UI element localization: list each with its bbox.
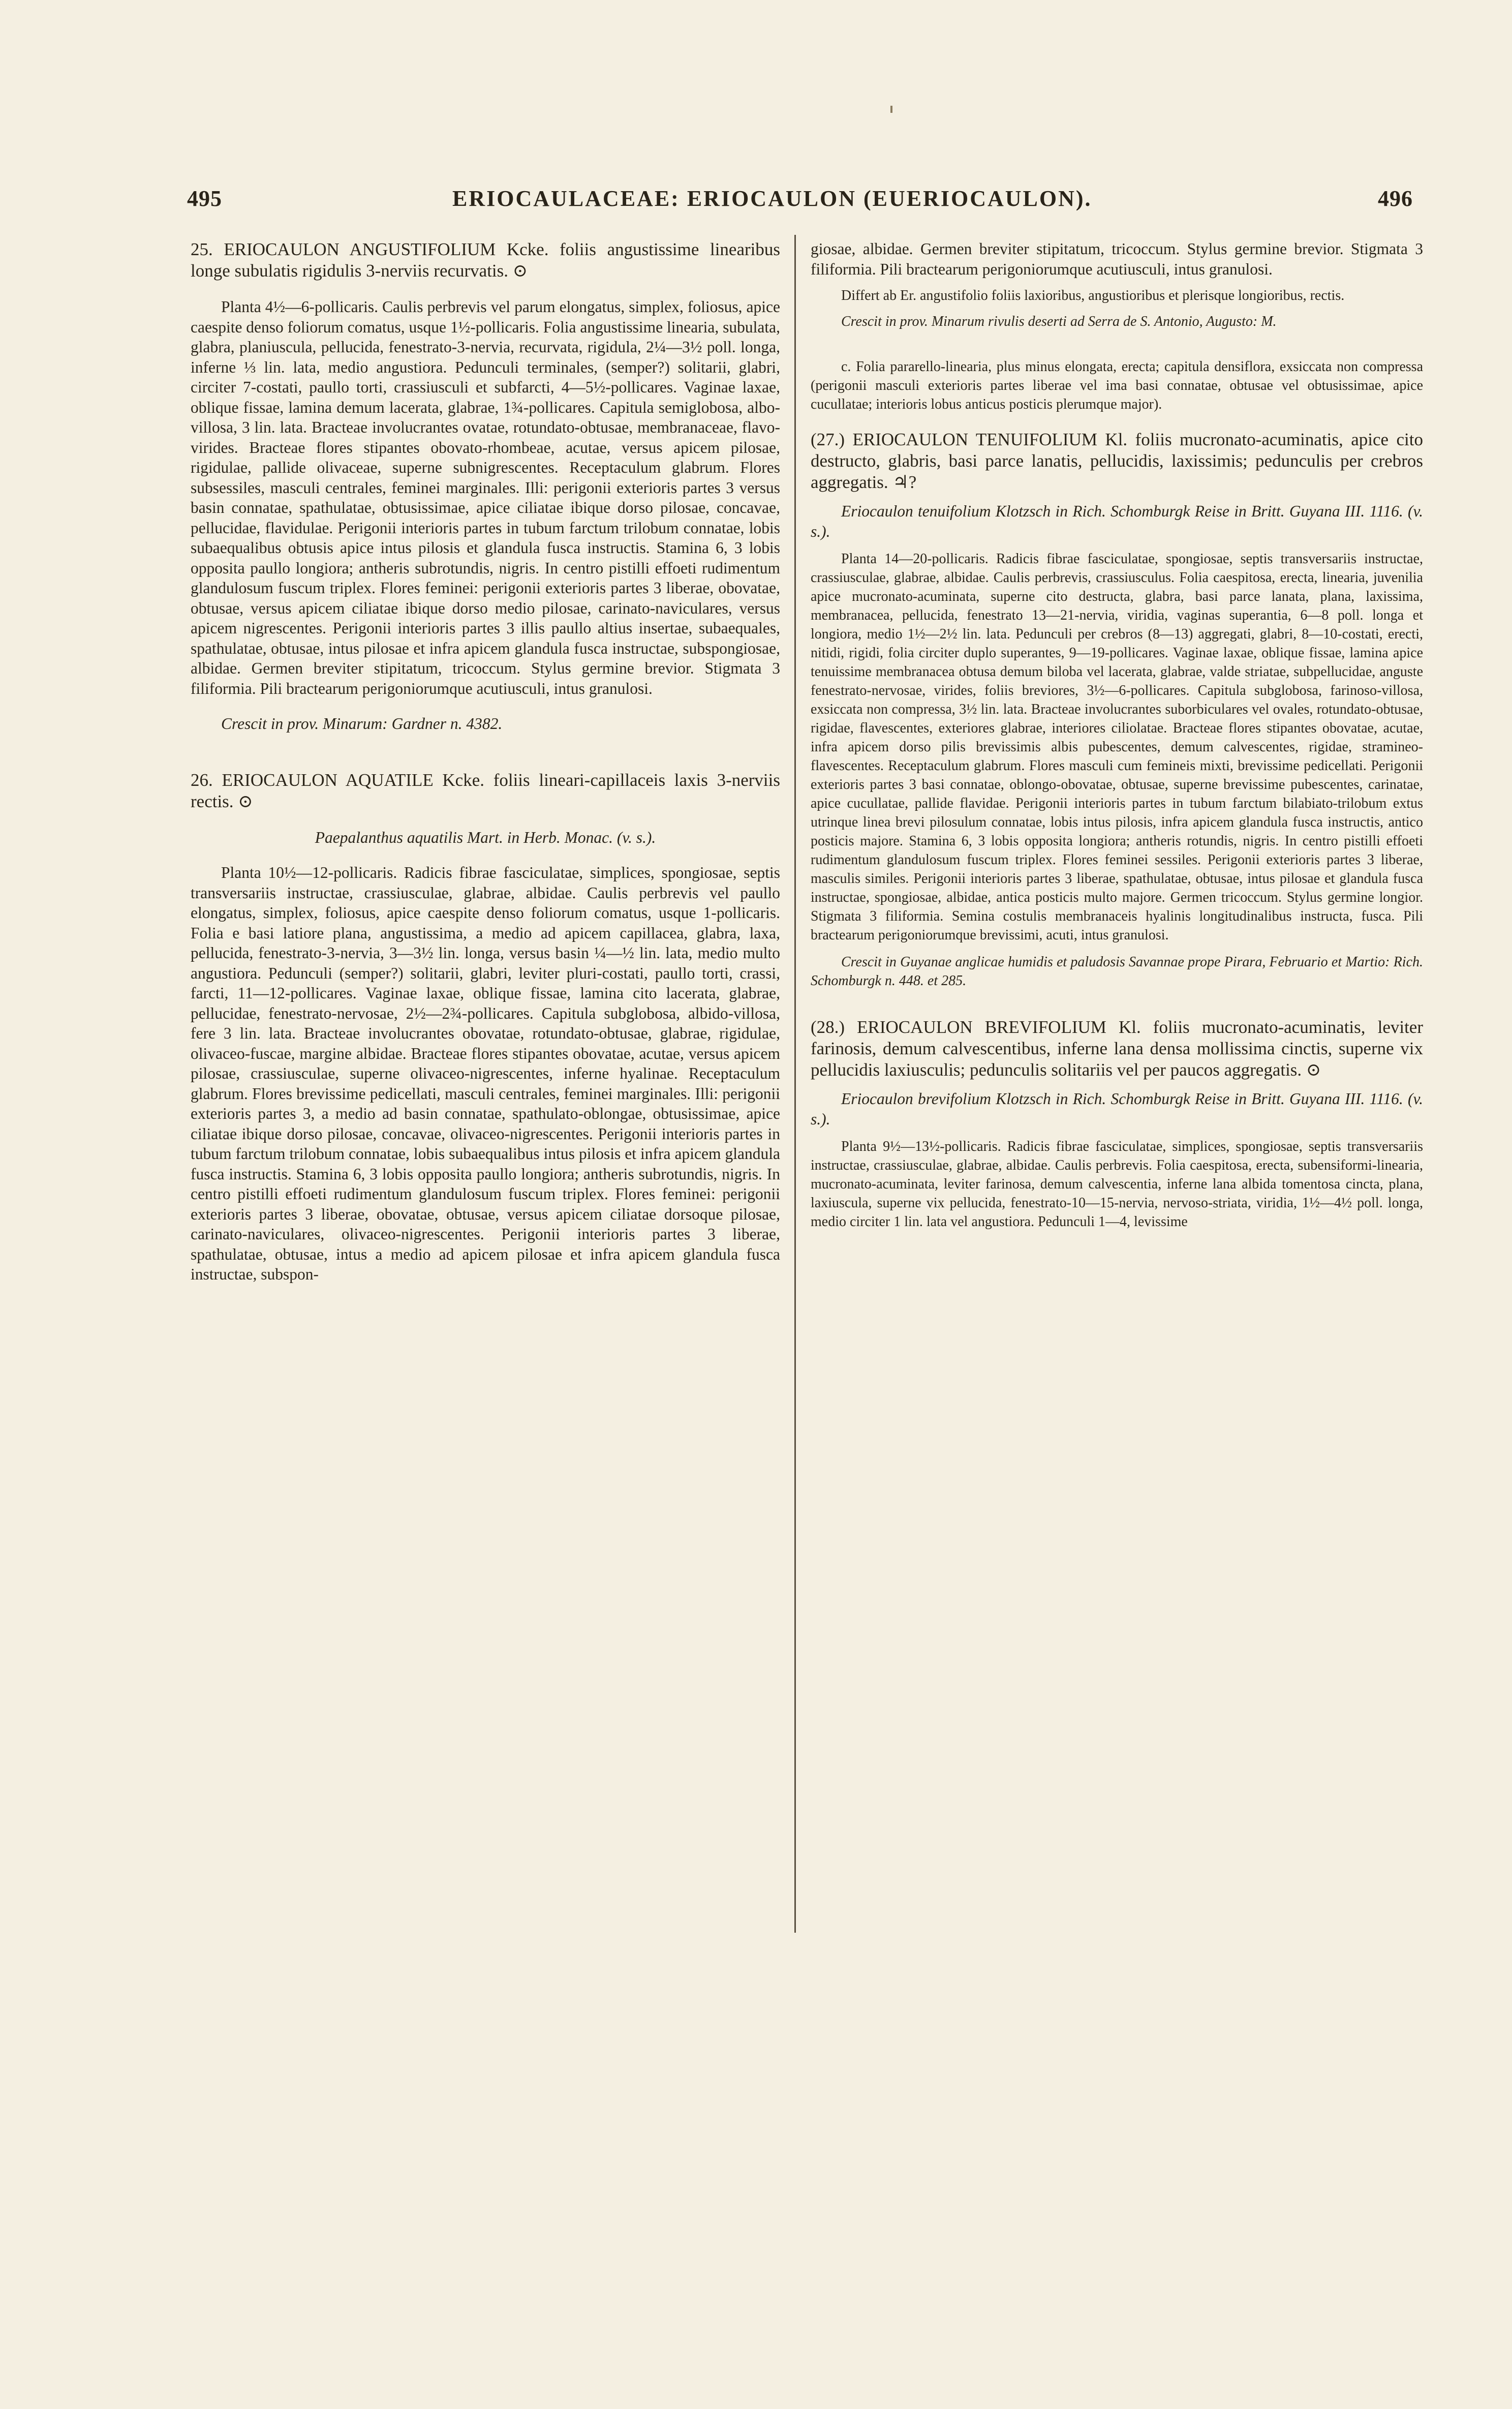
species-26-synonym: Paepalanthus aquatilis Mart. in Herb. Monac. (v. s.). — [315, 828, 656, 846]
species-26-heading: 26. ERIOCAULON AQUATILE Kcke. foliis lineari-capillaceis laxis 3-nerviis rectis. ⊙ — [191, 770, 780, 811]
species-28-heading: (28.) ERIOCAULON BREVIFOLIUM Kl. foliis mucronato-acuminatis, leviter farinosis, demum calvescentibus, inferne lana densa mollissima cinctis, superne vix pellucidis laxiusculis; pedunculis solitariis vel per paucos aggregatis. ⊙ — [811, 1017, 1423, 1080]
page-number-right: 496 — [1378, 186, 1413, 211]
species-26-variety-note: c. Folia pararello-linearia, plus minus elongata, erecta; capitula densiflora, exsiccata non compressa (perigonii masculi exterioris partes liberae vel ima basi connatae, obtusae vel obtusissimae, apice cucullatae; interioris lobus anticus posticis plerumque major). — [811, 359, 1423, 412]
running-title: ERIOCAULACEAE: ERIOCAULON (EUERIOCAULON). — [452, 186, 1092, 211]
species-26-differentia: Differt ab Er. angustifolio foliis laxioribus, angustioribus et plerisque longioribus, rectis. — [841, 288, 1345, 303]
right-column — [811, 239, 1423, 1231]
species-25-locality: Crescit in prov. Minarum: Gardner n. 4382. — [221, 715, 503, 733]
species-26-description: Planta 10½—12-pollicaris. Radicis fibrae fasciculatae, simplices, spongiosae, septis transversariis instructae, crassiusculae, glabrae, albidae. Caulis perbrevis vel paullo elongatus, simplex, foliosus, apice caespite denso foliorum comatus, usque 1-pollicaris. Folia e basi latiore plana, angustissima, a medio ad apicem capillacea, glabra, laxa, pellucida, fenestrato-3-nervia, 3—3½ lin. longa, versus basin ¼—½ lin. lata, medio multo angustiora. Pedunculi (semper?) solitarii, glabri, leviter pluri-costati, paullo torti, crassi, farcti, 11—12-pollicares. Vaginae laxae, oblique fissae, lamina cito lacerata, glabrae, pellucidae, fenestrato-nervosae, 2½—2¾-pollicares. Capitula subglobosa, albido-villosa, fere 3 lin. lata. Bracteae involucrantes obovatae, rotundato-obtusae, glabrae, rigidulae, olivaceo-fuscae, margine albidae. Bracteae flores stipantes obovatae, acutae, versus apicem pilosae, crassiusculae, superne olivaceo-nigrescentes, inferne hyalinae. Receptaculum glabrum. Flores brevissime pedicellati, masculi centrales, feminei marginales. Illi: perigonii exterioris partes 3, a medio ad basin connatae, spathulato-oblongae, obtusissimae, apice ciliatae ibique dorso pilosae, concavae, olivaceo-nigrescentes. Perigonii interioris partes in tubum farctum trilobum connatae, lobis subaequalibus intus pilosis et infra apicem glandula fusca instructis. Stamina 6, 3 lobis opposita paullo longiora; antheris subrotundis, nigris. In centro pistilli effoeti rudimentum glandulosum fuscum triplex. Flores feminei: perigonii exterioris partes 3 liberae, obovatae, obtusae, versus apicem ciliatae dorsoque pilosae, carinato-naviculares, olivaceo-nigrescentes. Perigonii interioris partes 3 liberae, spathulatae, obtusae, intus a medio ad apicem pilosae et infra apicem glandula fusca instructae, subspon- — [191, 864, 780, 1283]
species-26-locality: Crescit in prov. Minarum rivulis deserti ad Serra de S. Antonio, Augusto: M. — [841, 314, 1277, 329]
column-divider — [794, 235, 796, 1933]
left-column — [191, 239, 780, 1285]
species-25-description: Planta 4½—6-pollicaris. Caulis perbrevis vel parum elongatus, simplex, foliosus, apice caespite denso foliorum comatus, usque 1½-pollicaris. Folia angustissime linearia, subulata, glabra, planiuscula, pellucida, fenestrato-3-nervia, recurvata, rigidula, 2¼—3½ poll. longa, inferne ⅓ lin. lata, medio angustiora. Pedunculi terminales, (semper?) solitarii, glabri, circiter 7-costati, paullo torti, crassiusculi et subfarcti, 4—5½-pollicares. Vaginae laxae, oblique fissae, lamina demum lacerata, glabrae, 1¾-pollicares. Capitula semiglobosa, albo-villosa, 3 lin. lata. Bracteae involucrantes ovatae, rotundato-obtusae, membranaceae, flavo-virides. Bracteae flores stipantes obovato-rhombeae, acutae, versus apicem pilosae, rigidulae, pallide olivaceae, superne subnigrescentes. Receptaculum glabrum. Flores subsessiles, masculi centrales, feminei marginales. Illi: perigonii exterioris partes 3 versus basin connatae, spathulatae, obtusissimae, apice ciliatae ibique dorso pilosae, concavae, pellucidae, flavidulae. Perigonii interioris partes in tubum farctum trilobum connatae, lobis subaequalibus obtusis apice intus pilosis et glandula fusca instructis. Stamina 6, 3 lobis opposita paullo longiora; antheris subrotundis, nigris. In centro pistilli effoeti rudimentum glandulosum fuscum triplex. Flores feminei: perigonii exterioris partes 3 liberae, obovatae, obtusae, versus apicem ciliatae ibique dorso medio pilosae, carinato-naviculares, versus apicem nigrescentes. Perigonii interioris partes 3 illis paullo altius insertae, subaequales, spathulatae, obtusae, intus pilosae et infra apicem glandula fusca instructae, subspongiosae, albidae. Germen breviter stipitatum, tricoccum. Stylus germine brevior. Stigmata 3 filiformia. Pili bractearum perigoniorumque acutiusculi, intus granulosi. — [191, 298, 780, 697]
page-number-left: 495 — [187, 186, 222, 211]
species-27-heading: (27.) ERIOCAULON TENUIFOLIUM Kl. foliis mucronato-acuminatis, apice cito destructo, glabris, basi parce lanatis, pellucidis, laxissimis; pedunculis per crebros aggregatis. ♃? — [811, 430, 1423, 492]
running-head — [183, 186, 1418, 216]
species-25-heading: 25. ERIOCAULON ANGUSTIFOLIUM Kcke. foliis angustissime linearibus longe subulatis rigidulis 3-nerviis recurvatis. ⊙ — [191, 239, 780, 281]
species-27-description: Planta 14—20-pollicaris. Radicis fibrae fasciculatae, spongiosae, septis transversariis instructae, crassiusculae, glabrae, albidae. Caulis perbrevis, crassiusculus. Folia caespitosa, erecta, linearia, juvenilia apice mucronato-acuminata, superne cito destructa, glabra, basi parce lanata, plana, laxissima, membranacea, pellucida, fenestrato 13—21-nervia, viridia, vaginas superantia, 6—8 poll. longa et longiora, medio 1½—2½ lin. lata. Pedunculi per crebros (8—13) aggregati, glabri, 8—10-costati, erecti, nitidi, rigidi, folia circiter duplo superantes, 9—19-pollicares. Vaginae laxae, oblique fissae, lamina apice tenuissime membranacea obtusa demum biloba vel lacerata, glabrae, valde striatae, subpellucidae, anguste fenestrato-nervosae, virides, foliis breviores, 3½—6-pollicares. Capitula subglobosa, farinoso-villosa, exsiccata non compressa, 3½ lin. lata. Bracteae involucrantes suborbiculares vel ovales, rotundato-obtusae, rigidae, flavescentes, exteriores glabrae, interiores ciliolatae. Bracteae flores stipantes obovatae, acutae, infra apicem dorso pilis brevissimis albis pubescentes, demum calvescentes, rigidae, stramineo-flavescentes. Receptaculum glabrum. Flores masculi cum femineis mixti, brevissime pedicellati. Perigonii exterioris partes 3 basi connatae, oblongo-obovatae, obtusae, superne brevissime pubescentes, carinatae, apice cucullatae, pallide flavidae. Perigonii interioris partes in tubum farctum bilabiato-trilobum extus utrinque linea brevi pilosulum connatae, lobis intus pilosis, infra apicem glandula fusca instructis, antico posticis majore. Stamina 6, 3 lobis opposita longiora; antheris rotundis, nigris. In centro pistilli effoeti rudimentum glandulosum fuscum triplex. Flores feminei sessiles. Perigonii exterioris partes 3 liberae, masculis similes. Perigonii interioris partes 3 liberae, spathulatae, obtusae, intus pilosae et glandula fusca instructae, spongiosae, albidae, antica posticis multo majore. Germen tricoccum. Stylus germine longior. Stigmata 3 filiformia. Semina costulis membranaceis hyalinis longitudinalibus instructa, fusca. Pili bractearum perigoniorumque brevissimi, acuti, intus granulosi. — [811, 551, 1423, 943]
species-28-synonym: Eriocaulon brevifolium Klotzsch in Rich. Schomburgk Reise in Britt. Guyana III. 1116. (v. s.). — [811, 1090, 1423, 1128]
species-26-description-continued: giosae, albidae. Germen breviter stipitatum, tricoccum. Stylus germine brevior. Stigmata 3 filiformia. Pili bractearum perigoniorumque acutiusculi, intus granulosi. — [811, 240, 1423, 278]
species-27-synonym: Eriocaulon tenuifolium Klotzsch in Rich. Schomburgk Reise in Britt. Guyana III. 1116. (v. s.). — [811, 502, 1423, 540]
species-27-locality: Crescit in Guyanae anglicae humidis et paludosis Savannae prope Pirara, Februario et Martio: Rich. Schomburgk n. 448. et 285. — [811, 954, 1423, 989]
species-28-description: Planta 9½—13½-pollicaris. Radicis fibrae fasciculatae, simplices, spongiosae, septis transversariis instructae, crassiusculae, glabrae, albidae. Caulis perbrevis. Folia caespitosa, erecta, subensiformi-linearia, mucronato-acuminata, leviter farinosa, demum calvescentia, inferne lana albida tomentosa cincta, plana, laxiuscula, superne vix pellucida, fenestrato-10—15-nervia, nervoso-striata, viridia, 1½—4½ poll. longa, medio circiter 1 lin. lata vel angustiora. Pedunculi 1—4, levissime — [811, 1139, 1423, 1230]
paper-speck — [890, 106, 892, 113]
